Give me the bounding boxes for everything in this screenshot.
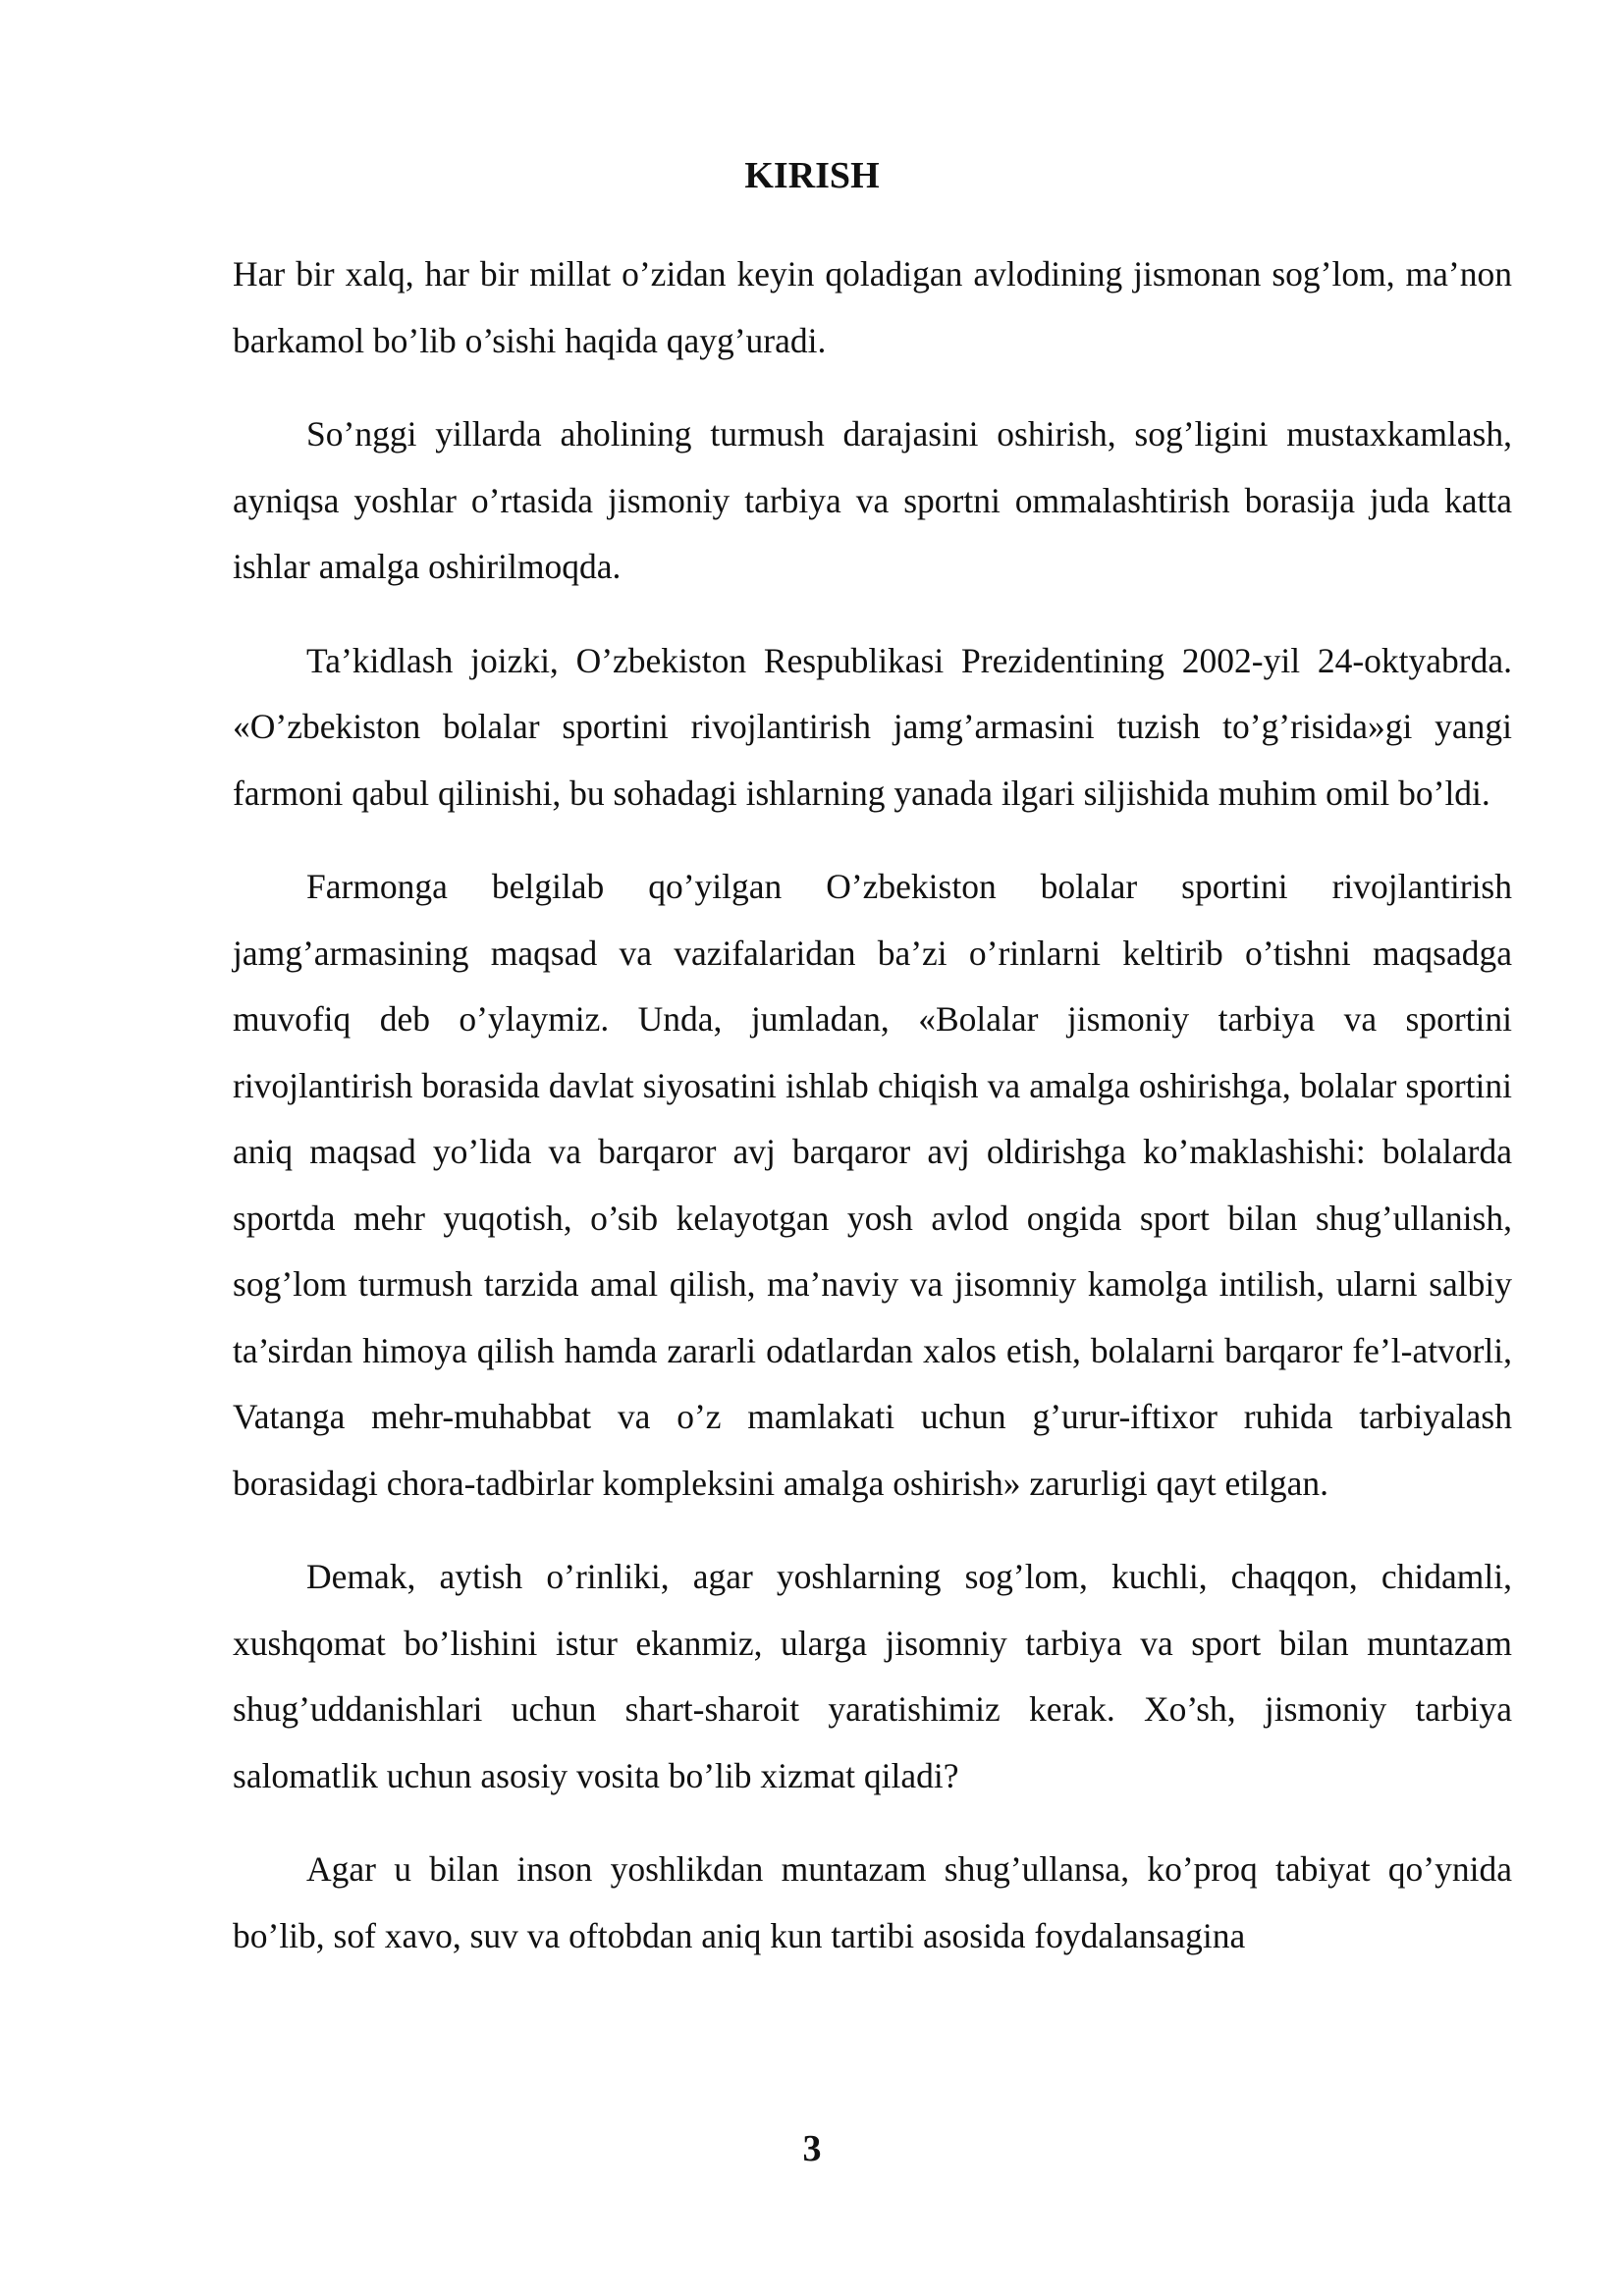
document-body — [233, 241, 1512, 1997]
paragraph-1: Har bir xalq, har bir millat o’zidan keyin qoladigan avlodining jismonan sog’lom, ma’non barkamol bo’lib o’sishi haqida qayg’uradi. — [233, 254, 1512, 360]
paragraph-4: Farmonga belgilab qo’yilgan O’zbekiston bolalar sportini rivojlantirish jamg’armasining maqsad va vazifalaridan ba’zi o’rinlarni keltirib o’tishni maqsadga muvofiq deb o’ylaymiz. Unda, jumladan, «Bolalar jismoniy tarbiya va sportini rivojlantirish borasida davlat siyosatini ishlab chiqish va amalga oshirishga, bolalar sportini aniq maqsad yo’lida va barqaror avj barqaror avj oldirishga ko’maklashishi: bolalarda sportda mehr yuqotish, o’sib kelayotgan yosh avlod ongida sport bilan shug’ullanish, sog’lom turmush tarzida amal qilish, ma’naviy va jisomniy kamolga intilish, ularni salbiy ta’sirdan himoya qilish hamda zararli odatlardan xalos etish, bolalarni barqaror fe’l-atvorli, Vatanga mehr-muhabbat va o’z mamlakati uchun g’urur-iftixor ruhida tarbiyalash borasidagi chora-tadbirlar kompleksini amalga oshirish» zarurligi qayt etilgan. — [233, 867, 1512, 1503]
page-title: KIRISH — [744, 155, 880, 196]
page-number: 3 — [802, 2128, 822, 2169]
paragraph-6: Agar u bilan inson yoshlikdan muntazam shug’ullansa, ko’proq tabiyat qo’ynida bo’lib, sof xavo, suv va oftobdan aniq kun tartibi asosida foydalansagina — [233, 1849, 1512, 1955]
paragraph-5: Demak, aytish o’rinliki, agar yoshlarning sog’lom, kuchli, chaqqon, chidamli, xushqomat bo’lishini istur ekanmiz, ularga jisomniy tarbiya va sport bilan muntazam shug’uddanishlari uchun shart-sharoit yaratishimiz kerak. Xo’sh, jismoniy tarbiya salomatlik uchun asosiy vosita bo’lib xizmat qiladi? — [233, 1557, 1512, 1795]
paragraph-3: Ta’kidlash joizki, O’zbekiston Respublikasi Prezidentining 2002-yil 24-oktyabrda. «O’zbekiston bolalar sportini rivojlantirish jamg’armasini tuzish to’g’risida»gi yangi farmoni qabul qilinishi, bu sohadagi ishlarning yanada ilgari siljishida muhim omil bo’ldi. — [233, 640, 1512, 813]
paragraph-2: So’nggi yillarda aholining turmush darajasini oshirish, sog’ligini mustaxkamlash, ayniqsa yoshlar o’rtasida jismoniy tarbiya va sportni ommalashtirish borasija juda katta ishlar amalga oshirilmoqda. — [233, 414, 1512, 586]
